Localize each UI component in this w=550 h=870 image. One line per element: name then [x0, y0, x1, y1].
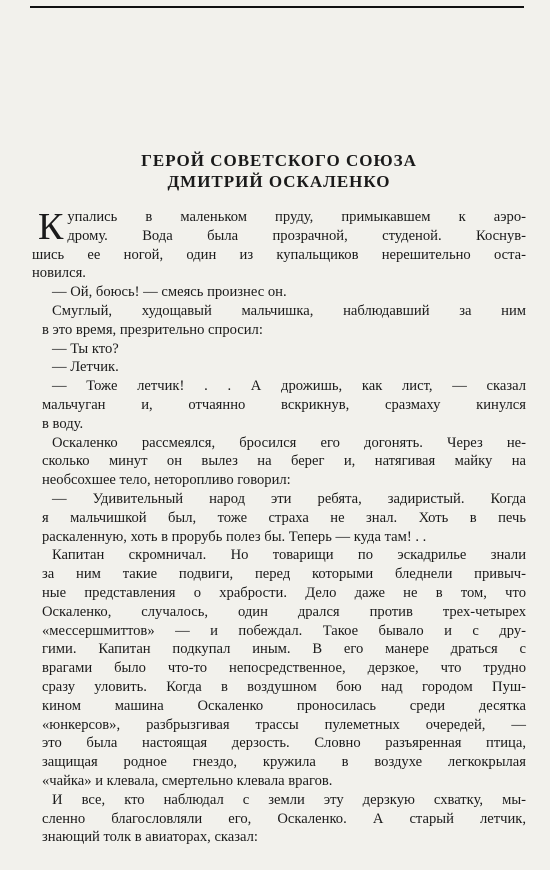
text-line: — Тоже летчик! . . А дрожишь, как лист, — сказал — [52, 378, 526, 395]
paragraph — [32, 283, 526, 302]
text-line: сразу уловить. Когда в воздушном бою над городом Пуш- — [42, 678, 526, 695]
text-line: Смуглый, худощавый мальчишка, наблюдавший за ним — [52, 302, 526, 319]
text-line: дрому. Вода была прозрачной, студеной. Коснув- — [67, 227, 526, 244]
title-line-2: ДМИТРИЙ ОСКАЛЕНКО — [167, 172, 391, 191]
text-line: «юнкерсов», разбрызгивая трассы пулеметных очередей, — — [42, 716, 526, 733]
text-line: врагами было что-то непосредственное, дерзкое, что трудно — [42, 660, 526, 677]
text-line: мальчуган и, отчаянно вскрикнув, сразмаху кинулся — [42, 396, 526, 413]
text-line: — Летчик. — [52, 359, 119, 376]
paragraph — [32, 208, 526, 283]
text-line: защищая родное гнездо, кружила в воздухе легкокрылая — [42, 754, 526, 771]
text-line: гими. Капитан подкупал иным. В его манере драться с — [42, 641, 526, 658]
paragraph — [32, 377, 526, 433]
text-line: необсохшее тело, неторопливо говорил: — [42, 472, 291, 489]
drop-cap: К — [38, 206, 64, 248]
text-line: «мессершмиттов» — и побеждал. Такое бывало и с дру- — [42, 622, 526, 639]
text-line: Оскаленко рассмеялся, бросился его догонять. Через не- — [52, 434, 526, 451]
paragraph — [32, 546, 526, 790]
text-line: И все, кто наблюдал с земли эту дерзкую схватку, мы- — [52, 791, 526, 808]
text-line: «чайка» и клевала, смертельно клевала врагов. — [42, 772, 333, 789]
top-rule — [30, 6, 524, 8]
text-line: упались в маленьком пруду, примыкавшем к аэро- — [67, 209, 526, 225]
text-line: сленно благословляли его, Оскаленко. А старый летчик, — [42, 810, 526, 827]
text-line: в воду. — [42, 415, 84, 432]
title-line-1: ГЕРОЙ СОВЕТСКОГО СОЮЗА — [141, 151, 417, 170]
paragraph — [32, 490, 526, 546]
text-line: кином машина Оскаленко проносилась среди десятка — [42, 697, 526, 714]
text-line: новился. — [32, 265, 86, 282]
paragraph — [32, 340, 526, 359]
text-line: знающий толк в авиаторах, сказал: — [42, 829, 258, 846]
text-line: шись ее ногой, один из купальщиков нерешительно оста- — [32, 246, 526, 263]
article — [32, 150, 526, 847]
text-line: сколько минут он вылез на берег и, натягивая майку на — [42, 453, 526, 470]
text-line: — Удивительный народ эти ребята, задиристый. Когда — [52, 490, 526, 507]
text-line: за ним такие подвиги, перед которыми бледнели привыч- — [42, 566, 526, 583]
text-line: Капитан скромничал. Но товарищи по эскадрилье знали — [52, 547, 526, 564]
text-line: в это время, презрительно спросил: — [42, 321, 263, 338]
paragraph — [32, 434, 526, 490]
text-line: я мальчишкой был, тоже страха не знал. Хоть в печь — [42, 509, 526, 526]
article-body — [32, 208, 526, 847]
text-line: Оскаленко, случалось, один дрался против трех-четырех — [42, 603, 526, 620]
paragraph — [32, 791, 526, 847]
text-line: — Ой, боюсь! — смеясь произнес он. — [52, 284, 287, 301]
paragraph — [32, 302, 526, 340]
text-line: раскаленную, хоть в прорубь полез бы. Теперь — куда там! . . — [42, 528, 427, 545]
text-line: это была настоящая дерзость. Словно разъяренная птица, — [42, 735, 526, 752]
text-line: ные представления о храбрости. Дело даже не в том, что — [42, 584, 526, 601]
paragraph — [32, 358, 526, 377]
article-title — [32, 150, 526, 192]
text-line: — Ты кто? — [52, 340, 119, 357]
